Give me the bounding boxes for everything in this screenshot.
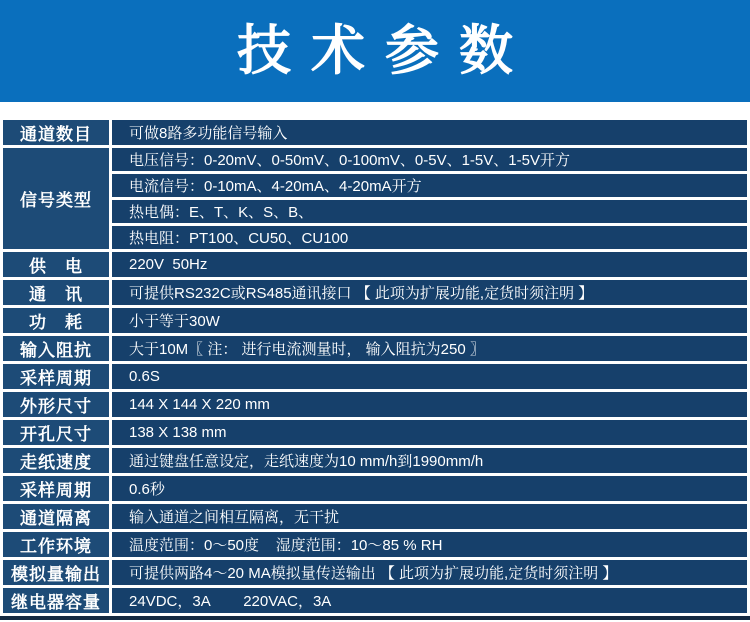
row-label: 开孔尺寸 bbox=[2, 419, 111, 447]
row-label: 采样周期 bbox=[2, 475, 111, 503]
row-label: 工作环境 bbox=[2, 531, 111, 559]
row-value: 可提供两路4～20 MA模拟量传送输出 【 此项为扩展功能,定货时须注明 】 bbox=[111, 559, 749, 587]
row-label: 外形尺寸 bbox=[2, 391, 111, 419]
spec-table bbox=[0, 117, 750, 616]
row-value: 热电阻：PT100、CU50、CU100 bbox=[111, 225, 749, 251]
page-title: 技术参数 bbox=[237, 21, 533, 81]
row-value: 可做8路多功能信号输入 bbox=[111, 119, 749, 147]
row-value: 144 X 144 X 220 mm bbox=[111, 391, 749, 419]
table-row bbox=[2, 447, 749, 475]
table-row bbox=[2, 307, 749, 335]
row-value: 0.6秒 bbox=[111, 475, 749, 503]
row-value: 0.6S bbox=[111, 363, 749, 391]
row-value: 通过键盘任意设定，走纸速度为10 mm/h到1990mm/h bbox=[111, 447, 749, 475]
table-row bbox=[2, 335, 749, 363]
row-label: 功 耗 bbox=[2, 307, 111, 335]
row-label: 采样周期 bbox=[2, 363, 111, 391]
row-value: 220V 50Hz bbox=[111, 251, 749, 279]
row-label: 走纸速度 bbox=[2, 447, 111, 475]
row-value: 大于10M〖 注： 进行电流测量时， 输入阻抗为250 〗 bbox=[111, 335, 749, 363]
row-value: 输入通道之间相互隔离，无干扰 bbox=[111, 503, 749, 531]
row-label: 继电器容量 bbox=[2, 587, 111, 615]
row-label: 通道隔离 bbox=[2, 503, 111, 531]
row-value: 热电偶：E、T、K、S、B、 bbox=[111, 199, 749, 225]
table-row bbox=[2, 363, 749, 391]
table-row bbox=[2, 559, 749, 587]
row-value: 可提供RS232C或RS485通讯接口 【 此项为扩展功能,定货时须注明 】 bbox=[111, 279, 749, 307]
table-row bbox=[2, 531, 749, 559]
row-label: 通 讯 bbox=[2, 279, 111, 307]
bottom-divider bbox=[0, 616, 750, 620]
table-row bbox=[2, 251, 749, 279]
table-row bbox=[2, 119, 749, 147]
row-label: 供 电 bbox=[2, 251, 111, 279]
row-label-signal-type: 信号类型 bbox=[2, 147, 111, 251]
table-row bbox=[2, 147, 749, 173]
row-value: 24VDC，3A 220VAC，3A bbox=[111, 587, 749, 615]
table-row bbox=[2, 475, 749, 503]
row-value: 小于等于30W bbox=[111, 307, 749, 335]
row-value: 138 X 138 mm bbox=[111, 419, 749, 447]
table-row bbox=[2, 419, 749, 447]
page-banner bbox=[0, 0, 750, 102]
table-row bbox=[2, 391, 749, 419]
row-label: 模拟量输出 bbox=[2, 559, 111, 587]
row-label: 输入阻抗 bbox=[2, 335, 111, 363]
banner-gap bbox=[0, 102, 750, 117]
row-value: 电压信号：0-20mV、0-50mV、0-100mV、0-5V、1-5V、1-5V开方 bbox=[111, 147, 749, 173]
table-row bbox=[2, 587, 749, 615]
table-row bbox=[2, 279, 749, 307]
row-value: 温度范围：0～50度 湿度范围：10～85 % RH bbox=[111, 531, 749, 559]
table-row bbox=[2, 503, 749, 531]
table-row bbox=[2, 199, 749, 225]
table-row bbox=[2, 173, 749, 199]
table-row bbox=[2, 225, 749, 251]
row-value: 电流信号：0-10mA、4-20mA、4-20mA开方 bbox=[111, 173, 749, 199]
row-label: 通道数目 bbox=[2, 119, 111, 147]
